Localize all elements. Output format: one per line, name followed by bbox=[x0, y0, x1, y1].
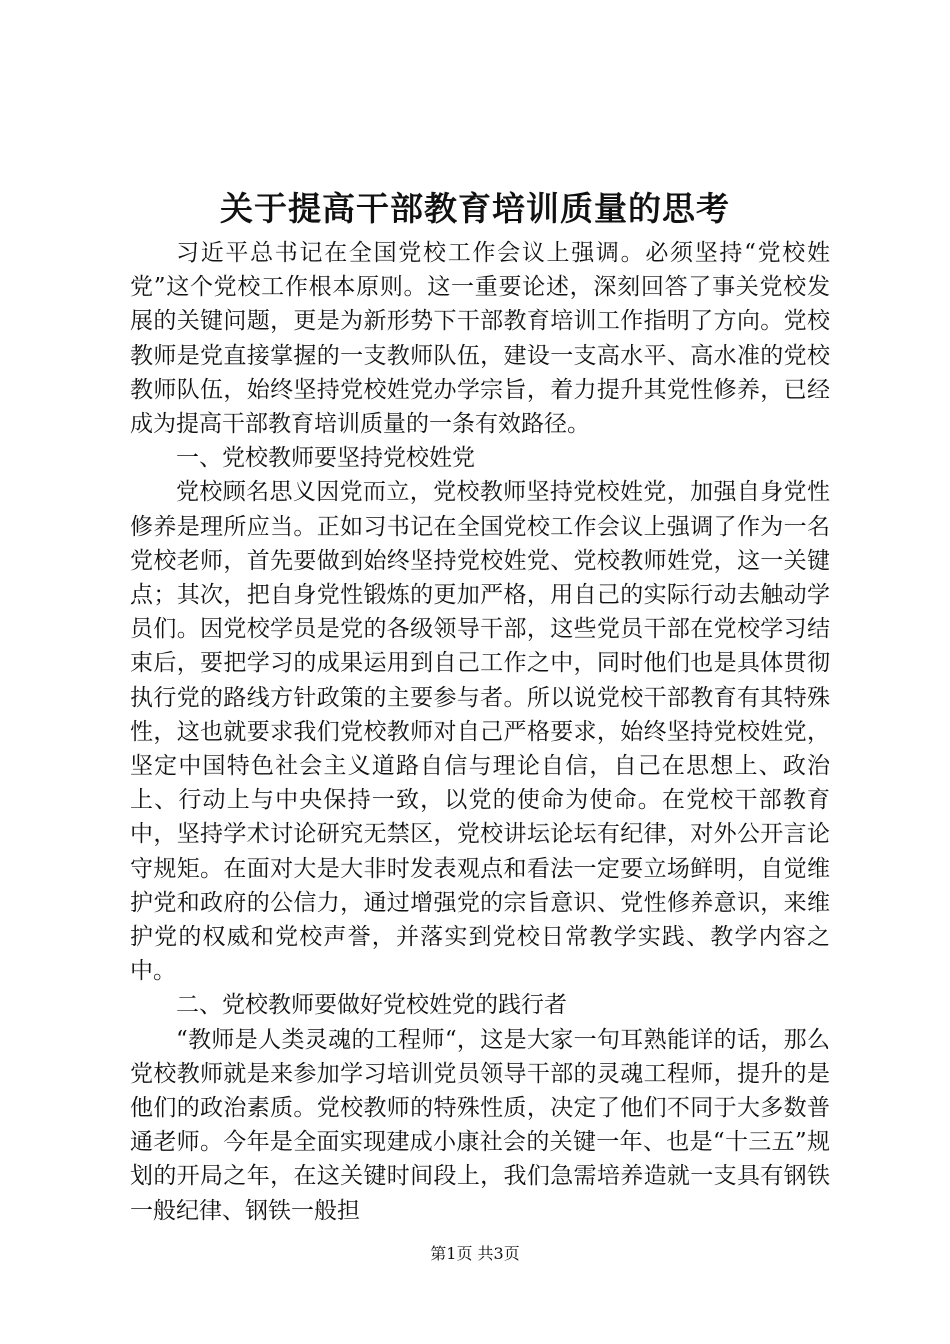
document-body bbox=[130, 236, 830, 1228]
paragraph-section-2: “教师是人类灵魂的工程师“，这是大家一句耳熟能详的话，那么党校教师就是来参加学习培训党员领导干部的灵魂工程师，提升的是他们的政治素质。党校教师的特殊性质，决定了他们不同于大多数普通老师。今年是全面实现建成小康社会的关键一年、也是“十三五”规划的开局之年，在这关键时间段上，我们急需培养造就一支具有钢铁一般纪律、钢铁一般担 bbox=[130, 1026, 830, 1224]
document-title: 关于提高干部教育培训质量的思考 bbox=[220, 189, 730, 228]
paragraph-intro: 习近平总书记在全国党校工作会议上强调。必须坚持“党校姓党”这个党校工作根本原则。这一重要论述，深刻回答了事关党校发展的关键问题，更是为新形势下干部教育培训工作指明了方向。党校教师是党直接掌握的一支教师队伍，建设一支高水平、高水准的党校教师队伍，始终坚持党校姓党办学宗旨，着力提升其党性修养，已经成为提高干部教育培训质量的一条有效路径。 bbox=[130, 240, 830, 438]
section-heading-1: 一、党校教师要坚持党校姓党 bbox=[176, 445, 475, 472]
section-heading-2: 二、党校教师要做好党校姓党的践行者 bbox=[176, 992, 567, 1019]
page-number-footer: 第1页 共3页 bbox=[430, 1244, 520, 1263]
paragraph-section-1: 党校顾名思义因党而立，党校教师坚持党校姓党，加强自身党性修养是理所应当。正如习书记在全国党校工作会议上强调了作为一名党校老师，首先要做到始终坚持党校姓党、党校教师姓党，这一关键点；其次，把自身党性锻炼的更加严格，用自己的实际行动去触动学员们。因党校学员是党的各级领导干部，这些党员干部在党校学习结束后，要把学习的成果运用到自己工作之中，同时他们也是具体贯彻执行党的路线方针政策的主要参与者。所以说党校干部教育有其特殊性，这也就要求我们党校教师对自己严格要求，始终坚持党校姓党，坚定中国特色社会主义道路自信与理论自信，自己在思想上、政治上、行动上与中央保持一致，以党的使命为使命。在党校干部教育中，坚持学术讨论研究无禁区，党校讲坛论坛有纪律，对外公开言论守规矩。在面对大是大非时发表观点和看法一定要立场鲜明，自觉维护党和政府的公信力，通过增强党的宗旨意识、党性修养意识，来维护党的权威和党校声誉，并落实到党校日常教学实践、教学内容之中。 bbox=[130, 479, 830, 985]
